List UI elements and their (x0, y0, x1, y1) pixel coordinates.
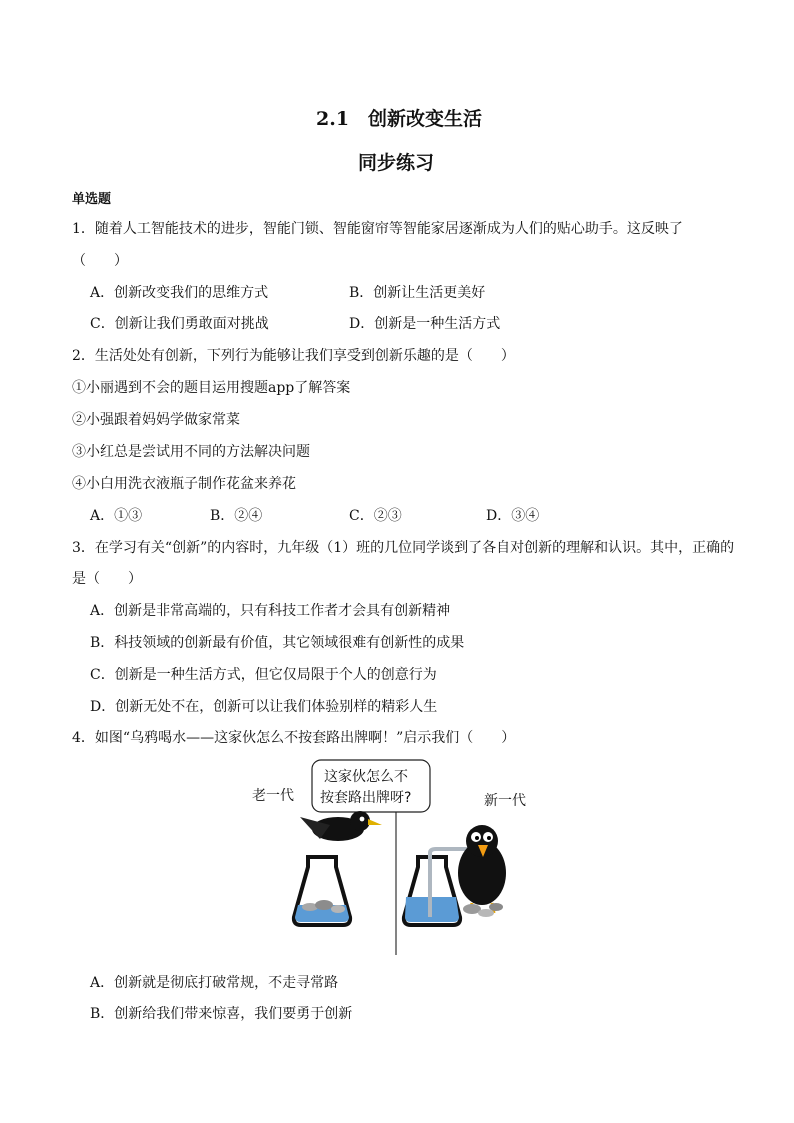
question-3-line-1: 3．在学习有关“创新”的内容时，九年级（1）班的几位同学谈到了各自对创新的理解和认识。其中，正确的 (72, 540, 735, 556)
question-1-option-b[interactable]: B．创新让生活更美好 (349, 285, 486, 301)
question-2-item-2: ②小强跟着妈妈学做家常菜 (72, 412, 240, 428)
question-2-item-1: ①小丽遇到不会的题目运用搜题app了解答案 (72, 380, 351, 396)
page-title: 2.1 创新改变生活 (316, 108, 483, 130)
question-1-option-d[interactable]: D．创新是一种生活方式 (349, 316, 501, 332)
question-3-line-2: 是（ ） (72, 571, 142, 587)
question-2-line-1: 2．生活处处有创新，下列行为能够让我们享受到创新乐趣的是（ ） (72, 348, 515, 364)
question-3-option-c[interactable]: C．创新是一种生活方式，但它仅局限于个人的创意行为 (90, 667, 437, 683)
question-3-option-a[interactable]: A．创新是非常高端的，只有科技工作者才会具有创新精神 (90, 603, 451, 619)
question-3-option-d[interactable]: D．创新无处不在，创新可以让我们体验别样的精彩人生 (90, 699, 438, 715)
question-1-line-1: 1．随着人工智能技术的进步，智能门锁、智能窗帘等智能家居逐渐成为人们的贴心助手。这反映了 (72, 221, 683, 237)
question-3-option-b[interactable]: B．科技领域的创新最有价值，其它领域很难有创新性的成果 (90, 635, 465, 651)
question-2-option-b[interactable]: B．②④ (210, 508, 263, 524)
old-generation-label: 老一代 (252, 788, 294, 804)
crow-figure (250, 757, 526, 957)
question-2-item-3: ③小红总是尝试用不同的方法解决问题 (72, 444, 310, 460)
question-1-option-c[interactable]: C．创新让我们勇敢面对挑战 (90, 316, 269, 332)
question-2-option-a[interactable]: A．①③ (90, 508, 143, 524)
question-1-option-a[interactable]: A．创新改变我们的思维方式 (90, 285, 269, 301)
speech-bubble-line-1: 这家伙怎么不 (324, 769, 408, 785)
question-4-line-1: 4．如图“乌鸦喝水——这家伙怎么不按套路出牌啊！”启示我们（ ） (72, 730, 516, 746)
question-4-option-a[interactable]: A．创新就是彻底打破常规，不走寻常路 (90, 975, 339, 991)
question-2-item-4: ④小白用洗衣液瓶子制作花盆来养花 (72, 476, 296, 492)
section-heading: 单选题 (72, 192, 112, 207)
speech-bubble-line-2: 按套路出牌呀? (320, 790, 412, 806)
question-1-line-2: （ ） (72, 253, 128, 269)
question-2-option-c[interactable]: C．②③ (349, 508, 402, 524)
page-subtitle: 同步练习 (358, 152, 435, 174)
new-generation-label: 新一代 (484, 793, 526, 809)
question-2-option-d[interactable]: D．③④ (486, 508, 540, 524)
question-4-option-b[interactable]: B．创新给我们带来惊喜，我们要勇于创新 (90, 1006, 353, 1022)
